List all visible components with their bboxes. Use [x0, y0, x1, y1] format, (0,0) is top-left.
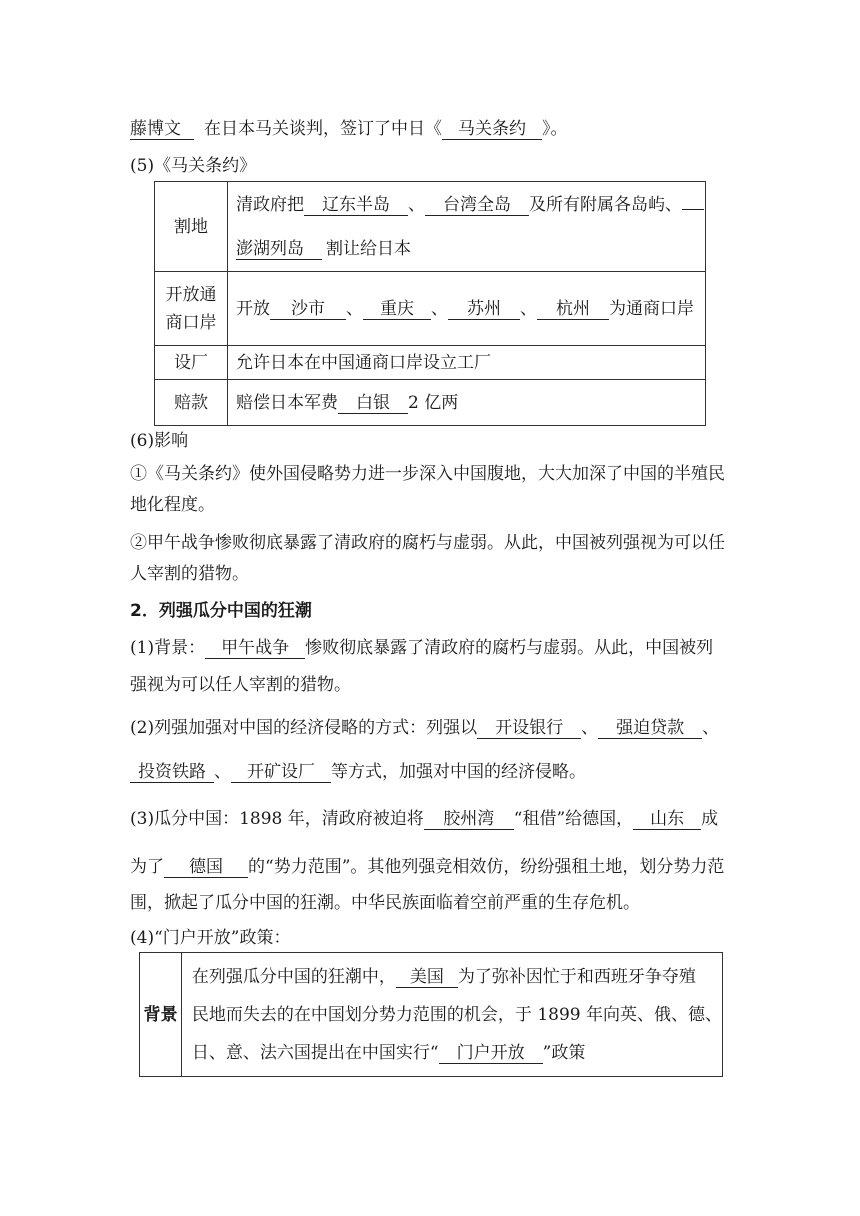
text-span: 开放 [236, 298, 270, 319]
row-content-background [181, 953, 722, 1077]
text-span: 、 [520, 298, 537, 319]
impact-paragraph-1-line-2: 地化程度。 [130, 495, 215, 515]
fill-blank: 甲午战争 [205, 638, 305, 659]
cell-line [192, 958, 722, 996]
text-span: 日、意、法六国提出在中国实行“ [191, 1042, 439, 1063]
label-line: 开放通 [165, 284, 217, 305]
text-span: “租借”给德国， [513, 809, 634, 829]
fill-blank-treaty: 马关条约 [442, 119, 542, 140]
table-row [155, 182, 706, 272]
background-line-2: 强视为可以任人宰割的猎物。 [130, 675, 351, 695]
text-span: (2)列强加强对中国的经济侵略的方式：列强以 [130, 718, 478, 738]
text-span: ”政策 [542, 1042, 586, 1063]
text-span: 等方式，加强对中国的经济侵略。 [331, 762, 586, 782]
text-span: 的“势力范围”。其他列强竞相效仿，纷纷强租土地，划分势力范 [248, 857, 725, 877]
text-span: 清政府把 [236, 194, 304, 215]
row-content-land [228, 182, 706, 272]
cell-line [192, 1034, 722, 1072]
fill-blank-continuation [682, 209, 704, 210]
partition-line-2 [130, 856, 724, 878]
open-door-heading: (4)“门户开放”政策： [130, 928, 291, 948]
treaty-signing-line [130, 118, 568, 140]
table-row [140, 953, 723, 1077]
text-span: 、 [581, 718, 599, 738]
row-content-ports [228, 272, 706, 346]
row-label-ports [155, 272, 228, 346]
text-span: 、 [346, 298, 363, 319]
table-row [155, 272, 706, 346]
section-5-heading: (5)《马关条约》 [130, 156, 257, 176]
text-span: 为了弥补因忙于和西班牙争夺殖 [457, 966, 696, 987]
open-door-table [139, 952, 723, 1077]
fill-blank: 澎湖列岛 [236, 239, 322, 260]
fill-blank: 杭州 [537, 299, 609, 320]
text-span: (3)瓜分中国：1898 年，清政府被迫将 [130, 809, 424, 829]
text-span: 2 亿两 [408, 392, 459, 413]
fill-blank-name: 藤博文 [130, 119, 194, 140]
fill-blank: 胶州湾 [424, 809, 514, 830]
row-content-indemnity [228, 380, 706, 426]
fill-blank: 台湾全岛 [425, 195, 529, 216]
fill-blank: 山东 [633, 809, 701, 830]
text-span: 、 [214, 762, 231, 782]
fill-blank: 苏州 [448, 299, 520, 320]
fill-blank: 开矿设厂 [231, 762, 331, 783]
fill-blank: 投资铁路 [130, 762, 214, 783]
cell-line: 民地而失去的在中国划分势力范围的机会，于 1899 年向英、俄、德、 [191, 1004, 722, 1025]
text-span: 在日本马关谈判，签订了中日《 [204, 119, 442, 139]
text-span: (1)背景： [130, 638, 206, 658]
fill-blank: 辽东半岛 [304, 195, 408, 216]
text-span: 在列强瓜分中国的狂潮中， [191, 966, 396, 987]
row-label-factory: 设厂 [155, 346, 228, 380]
fill-blank: 重庆 [363, 299, 431, 320]
impact-paragraph-2-line-1: ②甲午战争惨败彻底暴露了清政府的腐朽与虚弱。从此，中国被列强视为可以任 [130, 533, 725, 553]
table-row [155, 380, 706, 426]
fill-blank: 美国 [396, 967, 458, 988]
row-label-background: 背景 [140, 953, 182, 1077]
text-span: 、 [431, 298, 448, 319]
text-span: 惨败彻底暴露了清政府的腐朽与虚弱。从此，中国被列 [305, 638, 714, 658]
label-line: 商口岸 [165, 312, 217, 333]
economic-aggression-line-1 [130, 717, 719, 739]
shimonoseki-treaty-table [154, 181, 706, 426]
table-row [155, 346, 706, 380]
fill-blank: 开设银行 [477, 718, 581, 739]
text-span: 、 [702, 718, 720, 738]
text-span: 割让给日本 [326, 238, 411, 259]
text-span: 、 [408, 194, 425, 215]
text-span: 为了 [130, 857, 164, 877]
impact-paragraph-2-line-2: 人宰割的猎物。 [130, 564, 249, 584]
impact-paragraph-1-line-1: ①《马关条约》使外国侵略势力进一步深入中国腹地，大大加深了中国的半殖民 [130, 464, 725, 484]
fill-blank: 沙市 [270, 299, 346, 320]
fill-blank: 门户开放 [439, 1043, 543, 1064]
partition-line-1 [130, 808, 718, 830]
text-span: 及所有附属各岛屿、 [529, 194, 682, 215]
row-content-factory: 允许日本在中国通商口岸设立工厂 [228, 346, 706, 380]
section-6-heading: (6)影响 [130, 431, 189, 451]
fill-blank: 德国 [164, 857, 248, 878]
row-label-land: 割地 [155, 182, 228, 272]
background-line-1 [130, 637, 713, 659]
fill-blank: 强迫贷款 [598, 718, 702, 739]
text-span: 》。 [542, 119, 568, 139]
text-span: 为通商口岸 [609, 298, 694, 319]
text-span: 成 [701, 809, 719, 829]
fill-blank: 白银 [338, 393, 408, 414]
row-label-indemnity: 赔款 [155, 380, 228, 426]
economic-aggression-line-2 [130, 761, 586, 783]
text-span: 赔偿日本军费 [236, 392, 338, 413]
section-2-heading: 2．列强瓜分中国的狂潮 [130, 601, 312, 621]
partition-line-3: 围，掀起了瓜分中国的狂潮。中华民族面临着空前严重的生存危机。 [130, 893, 640, 913]
